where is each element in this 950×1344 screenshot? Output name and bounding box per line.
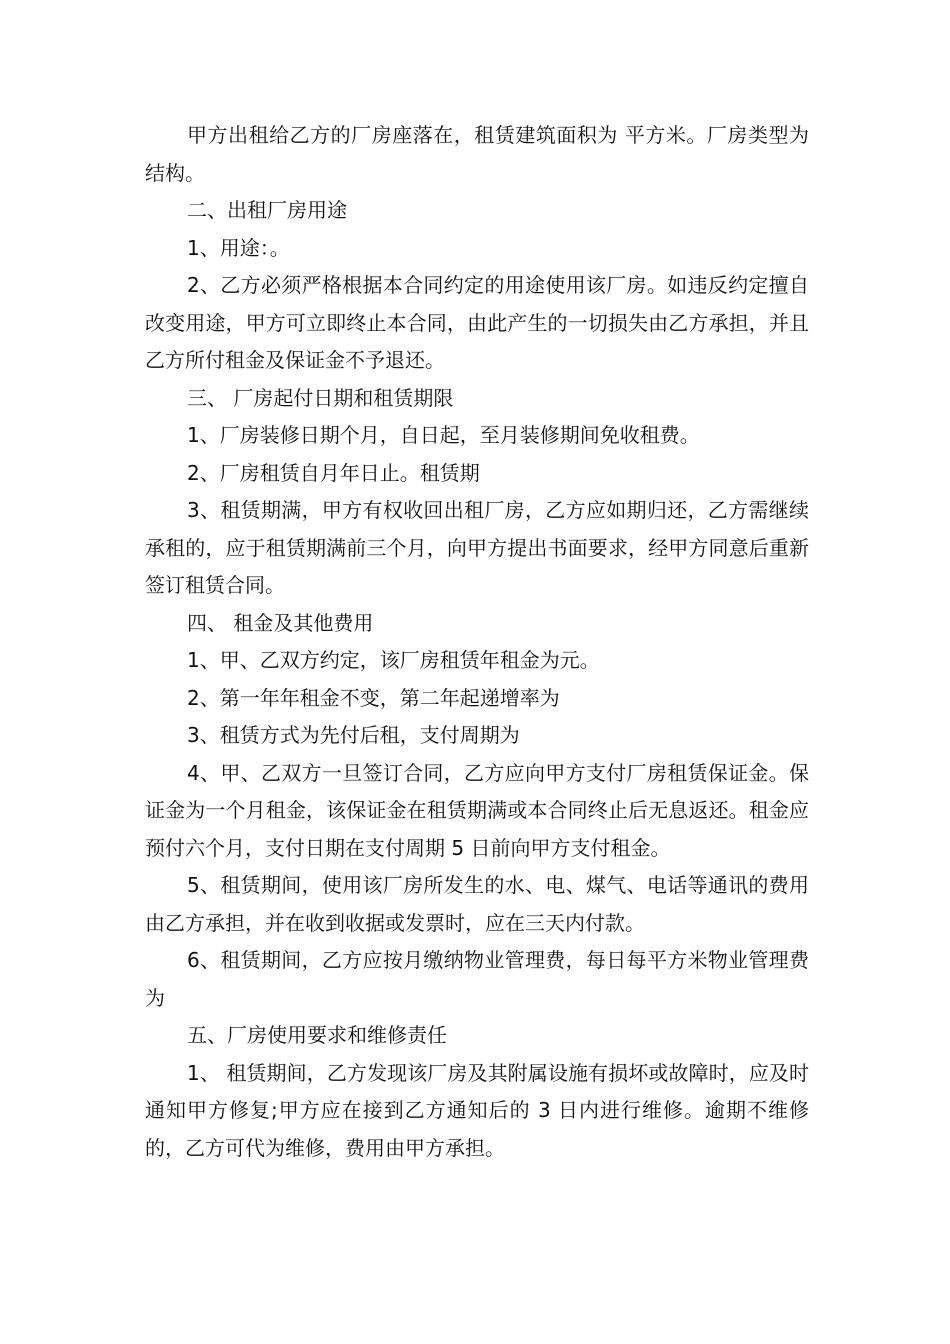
heading-section-5-maintenance: 五、厂房使用要求和维修责任 [187, 1023, 447, 1047]
paragraph-usage-2: 2、乙方必须严格根据本合同约定的用途使用该厂房。如违反约定擅自改变用途，甲方可立即终止本合同，由此产生的一切损失由乙方承担，并且乙方所付租金及保证金不予退还。 [145, 273, 809, 372]
document-body [145, 117, 809, 1167]
heading-section-4-rent: 四、 租金及其他费用 [187, 610, 374, 635]
paragraph-rent-1: 1、甲、乙双方约定，该厂房租赁年租金为元。 [187, 648, 600, 672]
heading-section-2-usage: 二、出租厂房用途 [187, 198, 347, 222]
paragraph-rent-4: 4、甲、乙双方一旦签订合同，乙方应向甲方支付厂房租赁保证金。保证金为一个月租金，该保证金在租赁期满或本合同终止后无息返还。租金应预付六个月，支付日期在支付周期 5 日前向甲方支付租金。 [145, 760, 809, 860]
paragraph-rent-3: 3、租赁方式为先付后租，支付周期为 [187, 723, 520, 747]
heading-section-3-term: 三、 厂房起付日期和租赁期限 [187, 385, 454, 410]
paragraph-term-2: 2、厂房租赁自月年日止。租赁期 [187, 460, 480, 485]
paragraph-location-area: 甲方出租给乙方的厂房座落在，租赁建筑面积为 平方米。厂房类型为结构。 [145, 123, 809, 185]
paragraph-maintenance-1: 1、 租赁期间，乙方发现该厂房及其附属设施有损坏或故障时，应及时通知甲方修复;甲方应在接到乙方通知后的 3 日内进行维修。逾期不维修的，乙方可代为维修，费用由甲方承担。 [145, 1060, 809, 1160]
paragraph-rent-5: 5、租赁期间，使用该厂房所发生的水、电、煤气、电话等通讯的费用由乙方承担，并在收到收据或发票时，应在三天内付款。 [145, 873, 809, 935]
paragraph-rent-2: 2、第一年年租金不变，第二年起递增率为 [187, 685, 560, 710]
paragraph-usage-1: 1、用途：。 [187, 235, 290, 260]
paragraph-term-1: 1、厂房装修日期个月，自日起，至月装修期间免收租费。 [187, 423, 700, 447]
paragraph-rent-6: 6、租赁期间，乙方应按月缴纳物业管理费，每日每平方米物业管理费为 [145, 948, 809, 1010]
paragraph-term-3: 3、租赁期满，甲方有权收回出租厂房，乙方应如期归还，乙方需继续承租的，应于租赁期满前三个月，向甲方提出书面要求，经甲方同意后重新签订租赁合同。 [145, 498, 809, 597]
